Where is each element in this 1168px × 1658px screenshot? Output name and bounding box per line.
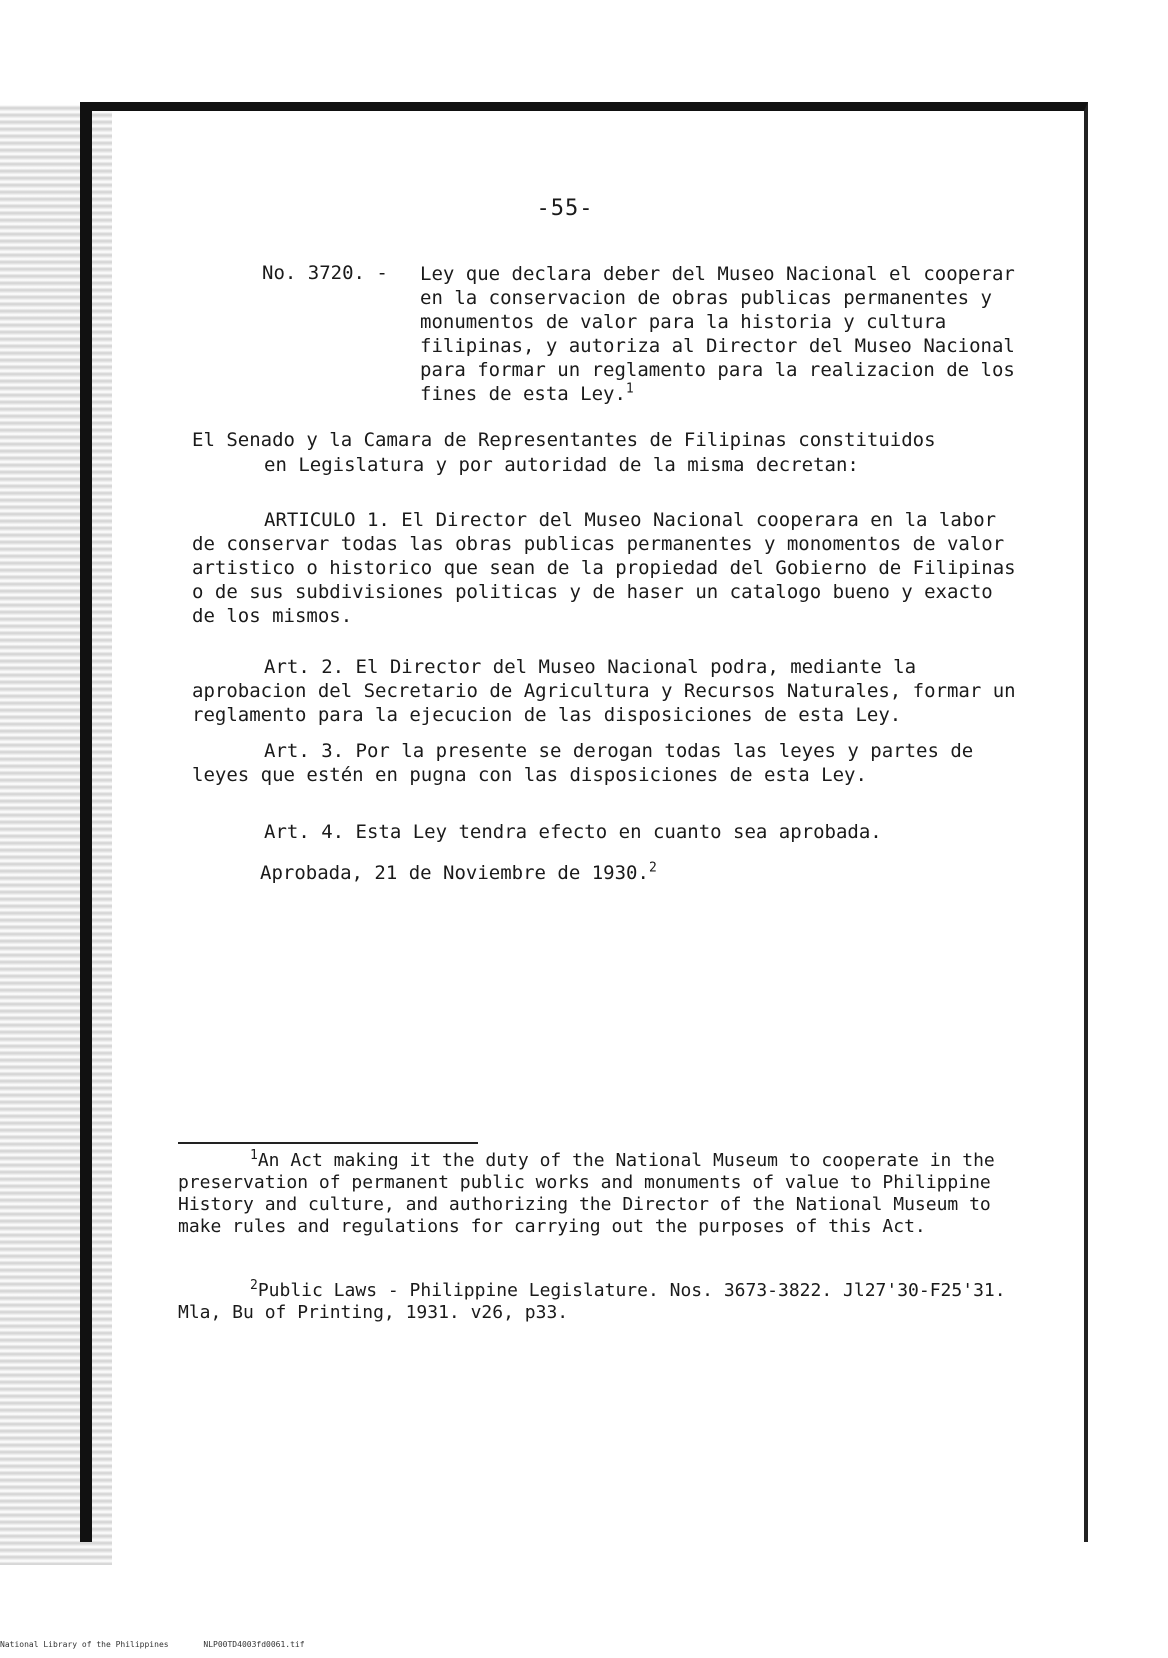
article-1 bbox=[192, 508, 1022, 628]
footnote-text: Public Laws - Philippine Legislature. Nos. 3673-3822. Jl27'30-F25'31. Mla, Bu of Printing, 1931. v26, p33. bbox=[178, 1280, 1006, 1323]
footnote-mark: 2 bbox=[250, 1278, 258, 1293]
enacting-line-1: El Senado y la Camara de Representantes de Filipinas constituidos bbox=[192, 429, 936, 451]
article-text: El Director del Museo Nacional podra, mediante la aprobacion del Secretario de Agricultura y Recursos Naturales, formar un reglamento para la ejecucion de las disposiciones de esta Ley. bbox=[192, 656, 1016, 726]
scan-library: National Library of the Philippines bbox=[0, 1640, 169, 1649]
article-text: Esta Ley tendra efecto en cuanto sea aprobada. bbox=[355, 821, 882, 843]
footnote-1 bbox=[178, 1150, 1018, 1238]
act-title-text: Ley que declara deber del Museo Nacional el cooperar en la conservacion de obras publicas permanentes y monumentos de valor para la historia y cultura filipinas, y autoriza al Director del Museo Nacional para formar un reglamento para la realizacion de los fines de esta Ley. bbox=[420, 263, 1015, 405]
scan-caption bbox=[0, 1640, 400, 1649]
act-number: No. 3720. - bbox=[262, 262, 388, 284]
article-4 bbox=[192, 820, 1022, 844]
footnote-ref-1[interactable]: 1 bbox=[625, 381, 634, 397]
approval-date bbox=[260, 862, 657, 884]
article-label: Art. 4. bbox=[264, 821, 345, 843]
article-label: Art. 2. bbox=[264, 656, 345, 678]
article-text: Por la presente se derogan todas las leyes y partes de leyes que estén en pugna con las disposiciones de esta Ley. bbox=[192, 740, 974, 786]
article-label: ARTICULO 1. bbox=[264, 509, 390, 531]
article-text: El Director del Museo Nacional cooperara en la labor de conservar todas las obras publicas permanentes y monomentos de valor artistico o historico que sean de la propiedad del Gobierno de Filipinas o de sus subdivisiones politicas y de haser un catalogo bueno y exacto de los mismos. bbox=[192, 509, 1016, 627]
footnote-mark: 1 bbox=[250, 1148, 258, 1163]
footnote-text: An Act making it the duty of the National Museum to cooperate in the preservation of permanent public works and monuments of value to Philippine History and culture, and authorizing the Director of the National Museum to make rules and regulations for carrying out the purposes of this Act. bbox=[178, 1150, 995, 1237]
approval-text: Aprobada, 21 de Noviembre de 1930. bbox=[260, 862, 649, 884]
article-2 bbox=[192, 655, 1022, 727]
footnote-2 bbox=[178, 1280, 1018, 1324]
article-label: Art. 3. bbox=[264, 740, 345, 762]
footnote-ref-2[interactable]: 2 bbox=[648, 860, 657, 876]
footnote-divider bbox=[178, 1142, 478, 1144]
page-number: -55- bbox=[536, 196, 594, 221]
enacting-clause bbox=[192, 428, 992, 478]
enacting-line-2: en Legislatura y por autoridad de la misma decretan: bbox=[264, 454, 859, 476]
article-3 bbox=[192, 739, 1022, 787]
act-title bbox=[420, 262, 1040, 406]
scan-file: NLP00TD4003fd0061.tif bbox=[203, 1640, 305, 1649]
